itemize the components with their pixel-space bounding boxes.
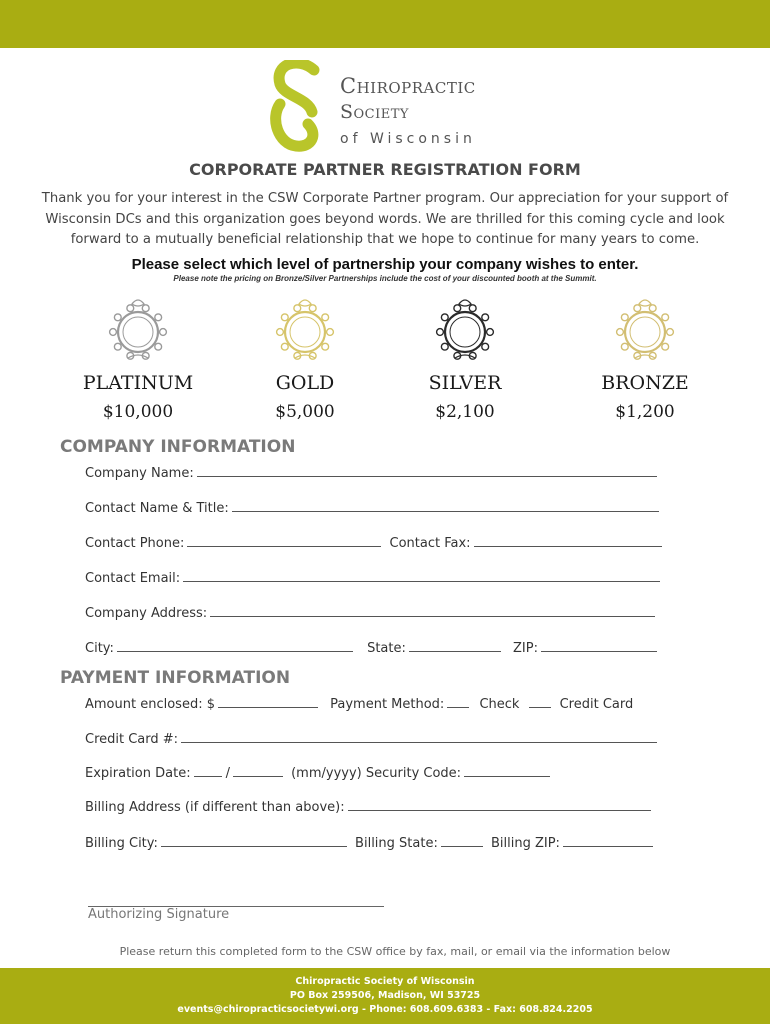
mmyyyy-hint: (mm/yyyy): [291, 766, 362, 781]
society-logo-mark: [268, 60, 324, 152]
state-label: State:: [367, 641, 406, 656]
company-name-blank[interactable]: [197, 464, 657, 477]
partnership-pricing-note: Please note the pricing on Bronze/Silver Partnerships include the cost of your discounted booth at the Summit.: [173, 274, 597, 283]
logo-text-line1: Chiropractic: [340, 74, 476, 98]
security-code-blank[interactable]: [464, 764, 550, 777]
billing-state-blank[interactable]: [441, 834, 483, 847]
contact-phone-fax-field[interactable]: [85, 534, 666, 551]
card-number-field[interactable]: [85, 730, 661, 747]
footer-contact-bar: [0, 968, 770, 1024]
company-address-label: Company Address:: [85, 606, 208, 621]
check-label: Check: [479, 697, 520, 712]
company-address-blank[interactable]: [210, 604, 655, 617]
ornate-frame-icon: [273, 296, 337, 362]
expiration-year-blank[interactable]: [233, 764, 283, 777]
billing-address-label: Billing Address (if different than above):: [85, 800, 345, 815]
tier-name: SILVER: [428, 372, 502, 394]
amount-method-field[interactable]: [85, 695, 633, 712]
amount-blank[interactable]: [218, 695, 318, 708]
tier-price: $10,000: [102, 402, 174, 422]
tier-gold[interactable]: [230, 296, 380, 422]
contact-phone-label: Contact Phone:: [85, 536, 185, 551]
billing-address-field[interactable]: [85, 798, 655, 815]
payment-method-label: Payment Method:: [330, 697, 445, 712]
credit-card-label: Credit Card: [559, 697, 634, 712]
tier-silver[interactable]: [390, 296, 540, 422]
contact-email-label: Contact Email:: [85, 571, 181, 586]
city-blank[interactable]: [117, 639, 353, 652]
billing-zip-label: Billing ZIP:: [490, 836, 560, 851]
logo-text-line2: Society: [340, 101, 409, 123]
card-number-label: Credit Card #:: [85, 732, 179, 747]
contact-fax-label: Contact Fax:: [389, 536, 471, 551]
billing-city-blank[interactable]: [161, 834, 347, 847]
city-label: City:: [85, 641, 114, 656]
contact-email-blank[interactable]: [183, 569, 660, 582]
tier-name: GOLD: [275, 372, 335, 394]
ornate-frame-icon: [106, 296, 170, 362]
billing-address-blank[interactable]: [348, 798, 651, 811]
tier-platinum[interactable]: [63, 296, 213, 422]
expiration-month-blank[interactable]: [194, 764, 222, 777]
company-name-label: Company Name:: [85, 466, 194, 481]
tier-bronze[interactable]: [570, 296, 720, 422]
expiration-security-field[interactable]: [85, 764, 554, 781]
zip-label: ZIP:: [513, 641, 538, 656]
tier-price: $1,200: [615, 402, 675, 422]
billing-state-label: Billing State:: [355, 836, 438, 851]
contact-name-label: Contact Name & Title:: [85, 501, 229, 516]
footer-address: PO Box 259506, Madison, WI 53725: [289, 990, 481, 1001]
partnership-select-heading: Please select which level of partnership your company wishes to enter.: [131, 256, 639, 273]
zip-blank[interactable]: [541, 639, 657, 652]
contact-name-field[interactable]: [85, 499, 663, 516]
credit-card-checkbox-blank[interactable]: [529, 695, 551, 708]
company-info-heading: COMPANY INFORMATION: [60, 437, 296, 457]
tier-name: PLATINUM: [82, 372, 194, 394]
billing-city-state-zip-field[interactable]: [85, 834, 657, 851]
top-brand-bar: [0, 0, 770, 48]
card-number-blank[interactable]: [181, 730, 657, 743]
contact-name-blank[interactable]: [232, 499, 659, 512]
tier-name: BRONZE: [601, 372, 689, 394]
company-name-field[interactable]: [85, 464, 661, 481]
return-instructions: Please return this completed form to the CSW office by fax, mail, or email via the information below: [119, 945, 671, 958]
form-title: CORPORATE PARTNER REGISTRATION FORM: [189, 160, 581, 179]
company-address-field[interactable]: [85, 604, 659, 621]
contact-fax-blank[interactable]: [474, 534, 662, 547]
signature-label: Authorizing Signature: [88, 907, 230, 922]
contact-email-field[interactable]: [85, 569, 664, 586]
ornate-frame-icon: [613, 296, 677, 362]
check-checkbox-blank[interactable]: [447, 695, 469, 708]
expiration-slash: /: [225, 766, 230, 781]
ornate-frame-icon: [433, 296, 497, 362]
footer-org-name: Chiropractic Society of Wisconsin: [295, 976, 475, 987]
city-state-zip-field[interactable]: [85, 639, 661, 656]
amount-label: Amount enclosed: $: [85, 697, 215, 712]
tier-price: $2,100: [435, 402, 495, 422]
expiration-label: Expiration Date:: [85, 766, 191, 781]
billing-zip-blank[interactable]: [563, 834, 653, 847]
tier-price: $5,000: [275, 402, 335, 422]
state-blank[interactable]: [409, 639, 501, 652]
security-code-label: Security Code:: [365, 766, 462, 781]
billing-city-label: Billing City:: [85, 836, 158, 851]
payment-info-heading: PAYMENT INFORMATION: [60, 668, 291, 688]
logo-text-line3: of Wisconsin: [340, 131, 476, 147]
contact-phone-blank[interactable]: [187, 534, 381, 547]
footer-contact: events@chiropracticsocietywi.org - Phone: 608.609.6383 - Fax: 608.824.2205: [177, 1004, 593, 1015]
intro-paragraph: Thank you for your interest in the CSW Corporate Partner program. Our appreciation for your support of Wisconsin DCs and this organization goes beyond words. We are thrilled for this coming cycle and look forward to a mutually beneficial relationship that we hope to continue for many years to come.: [41, 191, 729, 247]
